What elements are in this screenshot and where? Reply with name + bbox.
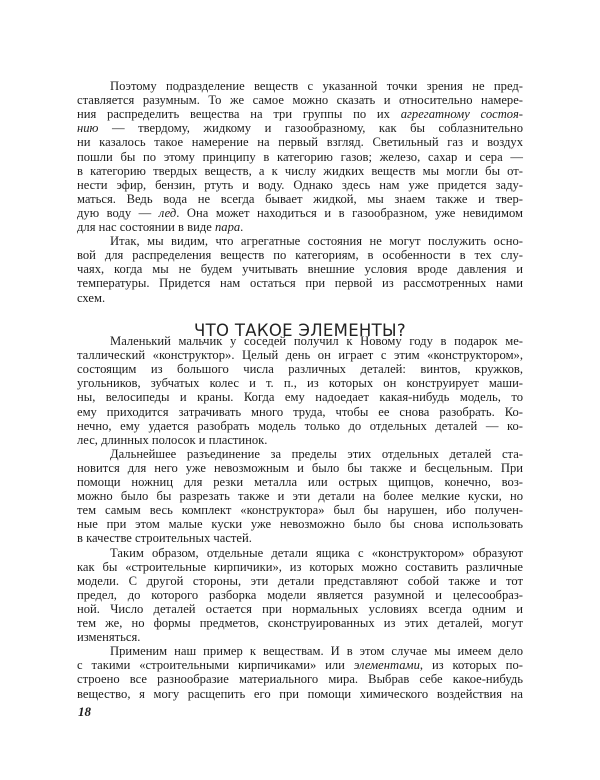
text-segment: ставляется разумным. То же самое можно сказать и относительно намере-: [77, 93, 523, 108]
text-segment: как бы «строительные кирпичики», из которых можно составить различные: [77, 559, 523, 574]
text-segment: пошли бы по этому принципу в категорию газов; железо, сахар и сера —: [77, 149, 523, 164]
text-line: [77, 291, 523, 305]
text-segment: ные при этом малые куски уже невозможно было бы снова использовать: [77, 517, 523, 532]
text-line: [77, 672, 523, 686]
text-segment: Поэтому подразделение веществ с указанной точки зрения не пред-: [110, 79, 523, 93]
text-line: [77, 93, 523, 107]
text-line: [77, 433, 523, 447]
text-segment: угольников, зубчатых колес и т. п., из которых он конструирует маши-: [77, 376, 523, 391]
text-segment: схем.: [77, 290, 106, 305]
text-segment: ны, велосипеды и краны. Когда ему надоедает какая-нибудь модель, то: [77, 390, 523, 405]
text-line: [77, 658, 523, 672]
text-segment: Дальнейшее разъединение за пределы этих отдельных деталей ста-: [110, 446, 523, 461]
text-line: [77, 644, 523, 658]
italic-term: лед: [158, 205, 177, 220]
text-segment: с такими «строительными кирпичиками» или: [77, 658, 354, 673]
text-line: [77, 334, 523, 348]
text-segment: можно было бы разрезать также и эти детали на более мелкие куски, но: [77, 489, 523, 504]
text-segment: строено все разнообразие материального мира. Выбрав себе какое-нибудь: [77, 672, 523, 687]
italic-term: элементами: [353, 658, 420, 673]
text-line: [77, 107, 523, 121]
text-segment: в качестве строительных частей.: [77, 531, 252, 546]
text-line: [77, 220, 523, 234]
text-segment: в категорию твердых веществ, а к числу жидких веществ мы могли бы от-: [77, 163, 523, 178]
text-segment: таллический «конструктор». Целый день он играет с этим «конструктором»,: [77, 348, 523, 363]
text-segment: Применим наш пример к веществам. И в этом случае мы имеем дело: [110, 644, 523, 659]
text-line: [77, 164, 523, 178]
section-heading: ЧТО ТАКОЕ ЭЛЕМЕНТЫ?: [194, 320, 406, 340]
text-line: [77, 517, 523, 531]
text-segment: помощи ножниц для резки металла или острых щипцов, конечно, воз-: [77, 475, 523, 489]
text-line: [77, 447, 523, 461]
text-segment: ния распределить вещества на три группы по их: [77, 107, 401, 122]
text-line: [77, 419, 523, 433]
text-line: [77, 150, 523, 164]
text-segment: тем же, но формы предметов, сконструированных из этих деталей, могут: [77, 616, 523, 630]
text-line: [77, 475, 523, 489]
text-line: [77, 348, 523, 362]
text-segment: ни казалось такое намерение на первый взгляд. Светильный газ и воздух: [77, 135, 523, 150]
text-line: [77, 178, 523, 192]
text-segment: Маленький мальчик у соседей получил к Новому году в подарок ме-: [110, 334, 523, 348]
text-line: [77, 602, 523, 616]
text-line: [77, 79, 523, 93]
text-segment: новится для него уже невозможным и было бы также и бесцельным. При: [77, 460, 523, 475]
text-line: [77, 376, 523, 390]
text-line: [77, 121, 523, 135]
text-segment: вещество, я могу расщепить его при помощи химического воздействия на: [77, 686, 523, 701]
text-segment: маться. Ведь вода не всегда бывает жидкой, мы знаем также и твер-: [77, 191, 523, 206]
text-line: [77, 390, 523, 404]
text-line: [77, 687, 523, 701]
text-segment: ной. Число деталей остается при нормальных условиях всегда одним и: [77, 601, 523, 616]
text-segment: для нас состоянии в виде: [77, 220, 215, 234]
text-line: [77, 461, 523, 475]
text-line: [77, 630, 523, 644]
text-segment: дую воду —: [77, 205, 159, 220]
text-segment: вой для распределения веществ по категориям, в особенности в тех слу-: [77, 248, 523, 263]
text-segment: , из которых по-: [419, 658, 523, 673]
italic-term: нию: [77, 121, 99, 136]
text-segment: Таким образом, отдельные детали ящика с «конструктором» образуют: [110, 545, 523, 560]
text-line: [77, 262, 523, 276]
text-segment: изменяться.: [77, 630, 141, 645]
text-segment: температуры. Придется нам остаться при первой из рассмотренных нами: [77, 276, 523, 291]
text-segment: . Она может находиться и в газообразном, уже невидимом: [176, 205, 524, 220]
italic-term: агрегатному состоя-: [400, 107, 523, 122]
text-line: [77, 248, 523, 262]
text-line: [77, 503, 523, 517]
text-segment: тем самым весь комплект «конструктора» был бы нарушен, ибо получен-: [77, 503, 523, 518]
text-segment: нечно, ему удается разобрать модель только до отдельных деталей — ко-: [77, 418, 523, 433]
page-number: 18: [78, 704, 91, 719]
text-line: [77, 362, 523, 376]
italic-term: пара: [214, 220, 241, 234]
text-segment: нести эфир, бензин, ртуть и воду. Однако здесь нам уже придется заду-: [77, 177, 523, 192]
text-segment: Итак, мы видим, что агрегатные состояния не могут послужить осно-: [110, 234, 523, 249]
text-line: [77, 489, 523, 503]
text-line: [77, 574, 523, 588]
text-line: [77, 135, 523, 149]
text-segment: чаях, когда мы не будем учитывать внешние условия вроде давления и: [77, 262, 523, 277]
text-line: [77, 276, 523, 290]
text-line: [77, 616, 523, 630]
text-line: [77, 206, 523, 220]
text-segment: состоящим из большого числа различных деталей: винтов, кружков,: [77, 362, 523, 377]
text-segment: — твердому, жидкому и газообразному, как бы соблазнительно: [98, 121, 523, 136]
text-segment: .: [240, 220, 244, 234]
text-line: [77, 234, 523, 248]
text-line: [77, 546, 523, 560]
text-line: [77, 560, 523, 574]
text-segment: модели. С другой стороны, эти детали представляют собой также и тот: [77, 573, 523, 588]
text-segment: ему приходится затрачивать много труда, чтобы ее снова разобрать. Ко-: [77, 404, 523, 419]
text-line: [77, 531, 523, 545]
text-segment: лес, длинных полосок и пластинок.: [77, 432, 268, 447]
text-line: [77, 405, 523, 419]
text-segment: предел, до которого разборка модели является разумной и целесообраз-: [77, 587, 523, 602]
text-line: [77, 588, 523, 602]
text-line: [77, 192, 523, 206]
